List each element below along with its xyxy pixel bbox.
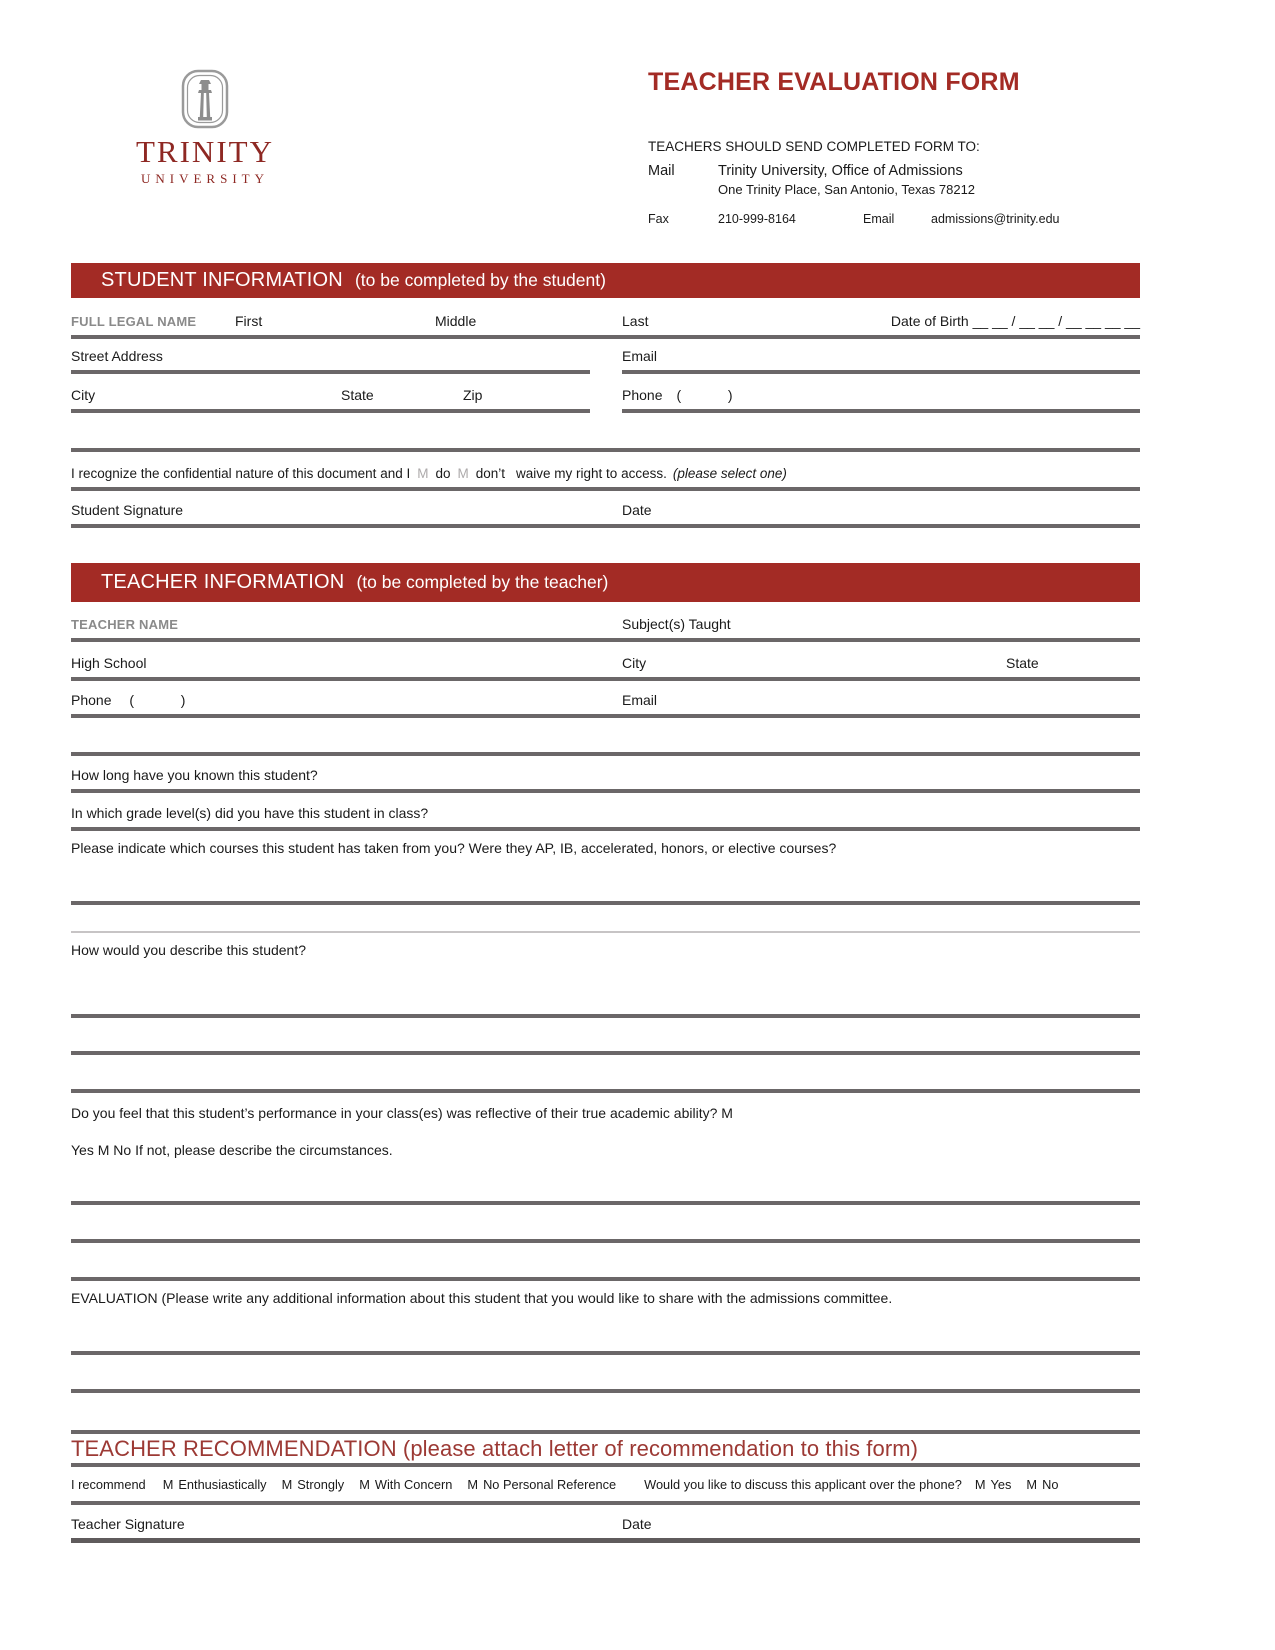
- city-state-zip-phone-row: [71, 374, 1140, 413]
- send-to-instruction: TEACHERS SHOULD SEND COMPLETED FORM TO:: [648, 139, 980, 154]
- email-label: Email: [863, 212, 895, 226]
- teacher-name-label: TEACHER NAME: [71, 617, 179, 632]
- option-no: M No: [1026, 1476, 1059, 1492]
- question-text: Do you feel that this student’s performance in your class(es) was reflective of their true academic ability? M: [71, 1105, 733, 1121]
- checkbox-glyph: M: [457, 466, 469, 481]
- logo-wordmark: TRINITY: [136, 134, 274, 169]
- blank-write-line: [71, 1055, 1140, 1093]
- city-label: City: [71, 387, 96, 403]
- teacher-section-banner: [71, 563, 1140, 602]
- question-text-continued: Yes M No If not, please describe the circumstances.: [71, 1142, 393, 1158]
- option-strongly: M Strongly: [281, 1476, 345, 1492]
- street-address-label: Street Address: [71, 348, 163, 364]
- full-name-row: [71, 298, 1140, 339]
- high-school-row: [71, 642, 1140, 681]
- trinity-logo: [100, 68, 310, 187]
- question-describe-student: [71, 933, 1140, 1018]
- confidential-statement: I recognize the confidential nature of this document and I: [71, 466, 411, 481]
- full-legal-name-label: FULL LEGAL NAME: [71, 314, 197, 329]
- logo-subtext: UNIVERSITY: [141, 171, 269, 186]
- last-name-label: Last: [622, 313, 649, 329]
- phone-blank: ( ): [676, 387, 733, 403]
- blank-write-line: [71, 1018, 1140, 1055]
- fax-number: 210-999-8164: [718, 212, 796, 226]
- teacher-section-title: TEACHER INFORMATION: [101, 571, 345, 593]
- fax-label: Fax: [648, 212, 669, 226]
- question-evaluation: [71, 1281, 1140, 1355]
- confidential-statement-suffix: waive my right to access.: [516, 466, 667, 481]
- high-school-label: High School: [71, 655, 147, 671]
- page-header: [0, 0, 1275, 263]
- zip-label: Zip: [463, 387, 483, 403]
- option-yes: M Yes: [974, 1476, 1012, 1492]
- recommendation-options-row: [71, 1467, 1140, 1505]
- page-title: TEACHER EVALUATION FORM: [648, 68, 1020, 96]
- state-label: State: [341, 387, 374, 403]
- question-text: How long have you known this student?: [71, 767, 318, 783]
- student-email-label: Email: [622, 348, 658, 364]
- fax-email-row: [648, 212, 1178, 226]
- middle-name-label: Middle: [435, 313, 477, 329]
- phone-label: Phone: [622, 387, 663, 403]
- blank-write-line-light: [71, 905, 1140, 933]
- student-section-note: (to be completed by the student): [354, 270, 606, 290]
- blank-write-line: [71, 1243, 1140, 1281]
- student-section-title: STUDENT INFORMATION: [101, 269, 343, 291]
- mail-organization: Trinity University, Office of Admissions: [718, 163, 963, 179]
- tower-icon: [180, 68, 230, 130]
- option-no-personal-reference: M No Personal Reference: [467, 1476, 617, 1492]
- teacher-date-label: Date: [622, 1516, 652, 1532]
- option-with-concern: M With Concern: [359, 1476, 453, 1492]
- i-recommend-label: I recommend: [71, 1476, 146, 1492]
- mail-row: [648, 163, 1178, 197]
- blank-write-line: [71, 1355, 1140, 1393]
- teacher-phone-blank: ( ): [129, 692, 186, 708]
- school-state-label: State: [1006, 655, 1039, 671]
- checkbox-glyph: M: [417, 466, 429, 481]
- blank-write-line: [71, 1205, 1140, 1243]
- select-one-note: (please select one): [672, 466, 787, 481]
- teacher-phone-field: [71, 692, 622, 708]
- question-text: Please indicate which courses this student has taken from you? Were they AP, IB, accelerated, honors, or elective courses?: [71, 840, 837, 856]
- question-performance: [71, 1093, 1140, 1205]
- dob-field: [891, 313, 1140, 329]
- question-how-long: [71, 756, 1140, 793]
- teacher-signature-label: Teacher Signature: [71, 1516, 185, 1532]
- first-name-label: First: [235, 313, 263, 329]
- student-signature-row: [71, 491, 1140, 528]
- checkbox-glyph: M: [974, 1476, 986, 1492]
- teacher-signature-row: [71, 1505, 1140, 1543]
- question-text: How would you describe this student?: [71, 942, 307, 958]
- checkbox-glyph: M: [281, 1476, 293, 1492]
- student-section-banner: [71, 263, 1140, 298]
- question-text: In which grade level(s) did you have this student in class?: [71, 805, 429, 821]
- discuss-by-phone-question: Would you like to discuss this applicant over the phone?: [644, 1476, 962, 1492]
- checkbox-glyph: M: [359, 1476, 370, 1492]
- blank-write-line: [71, 718, 1140, 756]
- teacher-phone-email-row: [71, 681, 1140, 718]
- address-email-row: [71, 339, 1140, 374]
- checkbox-glyph: M: [162, 1476, 174, 1492]
- teacher-section-note: (to be completed by the teacher): [356, 572, 609, 592]
- dont-option-label: don’t: [475, 466, 506, 481]
- do-option-label: do: [435, 466, 451, 481]
- confidential-waiver-row: [71, 452, 1140, 491]
- question-text: EVALUATION (Please write any additional information about this student that you would like to share with the admissions committee.: [71, 1290, 893, 1306]
- teacher-name-row: [71, 602, 1140, 642]
- option-enthusiastically: M Enthusiastically: [162, 1476, 267, 1492]
- header-info: [648, 68, 1178, 226]
- email-address: admissions@trinity.edu: [931, 212, 1060, 226]
- dob-label: Date of Birth: [890, 313, 969, 329]
- teacher-email-label: Email: [622, 692, 658, 708]
- checkbox-glyph: M: [1026, 1476, 1038, 1492]
- subjects-taught-label: Subject(s) Taught: [622, 616, 731, 632]
- checkbox-glyph: M: [467, 1476, 479, 1492]
- question-grade-levels: [71, 793, 1140, 831]
- blank-write-line: [71, 413, 1140, 452]
- dob-blanks: __ __ / __ __ / __ __ __ __: [972, 313, 1140, 329]
- school-city-label: City: [622, 655, 647, 671]
- student-signature-label: Student Signature: [71, 502, 184, 518]
- mail-address: One Trinity Place, San Antonio, Texas 78212: [718, 182, 976, 197]
- mail-label: Mail: [648, 163, 675, 179]
- teacher-phone-label: Phone: [71, 692, 112, 708]
- question-courses: [71, 831, 1140, 905]
- recommendation-section-title: TEACHER RECOMMENDATION (please attach letter of recommendation to this form): [71, 1430, 1140, 1467]
- student-date-label: Date: [622, 502, 652, 518]
